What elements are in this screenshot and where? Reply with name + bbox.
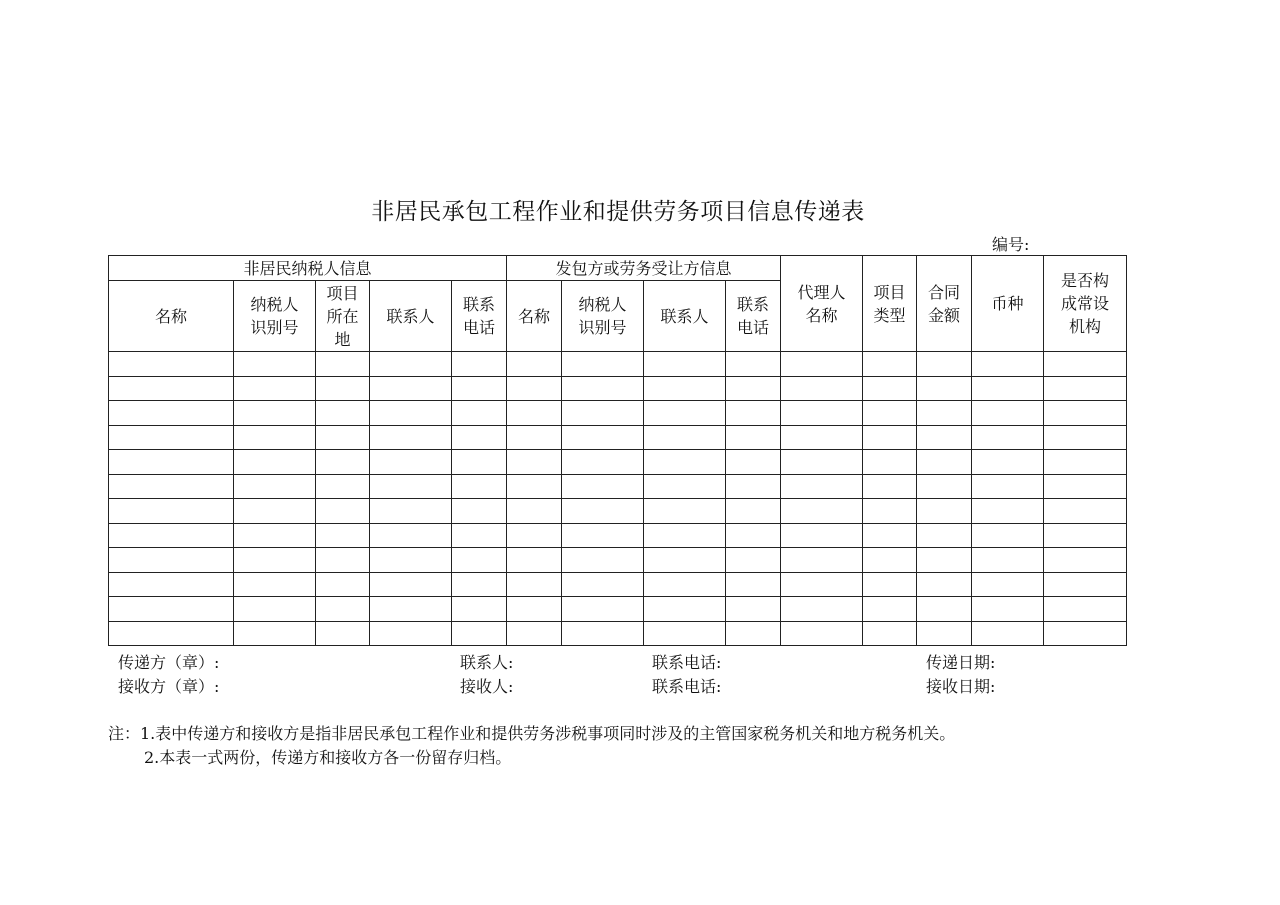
table-cell[interactable]	[452, 474, 507, 499]
table-cell[interactable]	[234, 548, 316, 573]
header-contractor-contact: 联系人	[644, 281, 726, 352]
table-cell[interactable]	[234, 376, 316, 401]
table-cell[interactable]	[507, 450, 562, 475]
table-cell[interactable]	[726, 548, 781, 573]
table-cell[interactable]	[917, 352, 972, 377]
table-cell[interactable]	[507, 401, 562, 426]
table-row	[109, 499, 1127, 524]
table-cell[interactable]	[917, 597, 972, 622]
table-cell[interactable]	[507, 474, 562, 499]
table-cell[interactable]	[316, 621, 370, 646]
table-cell[interactable]	[972, 450, 1044, 475]
table-cell[interactable]	[644, 352, 726, 377]
table-cell[interactable]	[1044, 499, 1127, 524]
note-line-1: 注：1.表中传递方和接收方是指非居民承包工程作业和提供劳务涉税事项同时涉及的主管国家税务机关和地方税务机关。	[108, 724, 956, 743]
table-cell[interactable]	[316, 548, 370, 573]
table-cell[interactable]	[109, 499, 234, 524]
table-cell[interactable]	[1044, 621, 1127, 646]
table-cell[interactable]	[316, 523, 370, 548]
table-cell[interactable]	[781, 401, 863, 426]
note-line-2: 2.本表一式两份，传递方和接收方各一份留存归档。	[144, 748, 512, 767]
table-cell[interactable]	[109, 376, 234, 401]
table-cell[interactable]	[562, 376, 644, 401]
table-cell[interactable]	[1044, 376, 1127, 401]
table-cell[interactable]	[972, 425, 1044, 450]
table-cell[interactable]	[109, 450, 234, 475]
header-contractor-name: 名称	[507, 281, 562, 352]
table-cell[interactable]	[863, 621, 917, 646]
table-cell[interactable]	[452, 597, 507, 622]
table-cell[interactable]	[917, 548, 972, 573]
table-cell[interactable]	[234, 499, 316, 524]
table-cell[interactable]	[452, 401, 507, 426]
table-cell[interactable]	[316, 376, 370, 401]
table-cell[interactable]	[972, 474, 1044, 499]
table-cell[interactable]	[109, 474, 234, 499]
table-cell[interactable]	[316, 474, 370, 499]
table-cell[interactable]	[234, 401, 316, 426]
table-cell[interactable]	[507, 352, 562, 377]
table-cell[interactable]	[562, 450, 644, 475]
table-cell[interactable]	[1044, 450, 1127, 475]
table-cell[interactable]	[972, 572, 1044, 597]
table-cell[interactable]	[972, 523, 1044, 548]
table-cell[interactable]	[781, 474, 863, 499]
table-cell[interactable]	[507, 572, 562, 597]
table-cell[interactable]	[1044, 523, 1127, 548]
table-cell[interactable]	[726, 474, 781, 499]
table-cell[interactable]	[109, 597, 234, 622]
table-cell[interactable]	[1044, 401, 1127, 426]
table-cell[interactable]	[726, 621, 781, 646]
table-cell[interactable]	[316, 499, 370, 524]
receiver-party-label: 接收方（章）:	[118, 677, 220, 696]
table-cell[interactable]	[644, 401, 726, 426]
table-cell[interactable]	[863, 425, 917, 450]
table-cell[interactable]	[316, 572, 370, 597]
table-cell[interactable]	[234, 572, 316, 597]
table-cell[interactable]	[644, 450, 726, 475]
table-cell[interactable]	[781, 523, 863, 548]
table-cell[interactable]	[370, 376, 452, 401]
table-cell[interactable]	[863, 376, 917, 401]
table-cell[interactable]	[972, 548, 1044, 573]
table-cell[interactable]	[726, 597, 781, 622]
table-cell[interactable]	[972, 352, 1044, 377]
table-cell[interactable]	[234, 474, 316, 499]
table-cell[interactable]	[1044, 572, 1127, 597]
table-cell[interactable]	[109, 523, 234, 548]
table-cell[interactable]	[726, 572, 781, 597]
table-cell[interactable]	[863, 474, 917, 499]
table-row	[109, 352, 1127, 377]
table-cell[interactable]	[562, 401, 644, 426]
table-cell[interactable]	[562, 597, 644, 622]
table-cell[interactable]	[972, 621, 1044, 646]
table-cell[interactable]	[863, 401, 917, 426]
table-row	[109, 401, 1127, 426]
table-cell[interactable]	[781, 621, 863, 646]
table-row	[109, 597, 1127, 622]
table-cell[interactable]	[726, 401, 781, 426]
table-body	[109, 352, 1127, 646]
table-cell[interactable]	[507, 376, 562, 401]
table-cell[interactable]	[644, 548, 726, 573]
header-nonresident-name: 名称	[109, 281, 234, 352]
table-cell[interactable]	[863, 548, 917, 573]
info-transfer-table	[108, 255, 1127, 646]
table-cell[interactable]	[109, 572, 234, 597]
table-row	[109, 425, 1127, 450]
table-cell[interactable]	[452, 376, 507, 401]
table-row	[109, 548, 1127, 573]
table-cell[interactable]	[726, 376, 781, 401]
table-cell[interactable]	[316, 450, 370, 475]
table-cell[interactable]	[370, 523, 452, 548]
table-cell[interactable]	[452, 548, 507, 573]
header-project-type: 项目类型	[863, 256, 917, 352]
table-row	[109, 376, 1127, 401]
table-cell[interactable]	[644, 499, 726, 524]
table-cell[interactable]	[109, 621, 234, 646]
header-contractor-taxpayer-id: 纳税人识别号	[562, 281, 644, 352]
table-cell[interactable]	[781, 572, 863, 597]
table-cell[interactable]	[863, 499, 917, 524]
table-cell[interactable]	[644, 376, 726, 401]
table-cell[interactable]	[917, 621, 972, 646]
table-cell[interactable]	[1044, 548, 1127, 573]
table-cell[interactable]	[1044, 352, 1127, 377]
table-cell[interactable]	[452, 450, 507, 475]
table-cell[interactable]	[316, 597, 370, 622]
table-cell[interactable]	[109, 352, 234, 377]
header-currency: 币种	[972, 256, 1044, 352]
table-cell[interactable]	[562, 572, 644, 597]
table-cell[interactable]	[507, 597, 562, 622]
table-cell[interactable]	[452, 425, 507, 450]
sender-contact-label: 联系人:	[460, 653, 514, 672]
table-cell[interactable]	[370, 597, 452, 622]
header-nonresident-phone: 联系电话	[452, 281, 507, 352]
table-cell[interactable]	[452, 523, 507, 548]
table-row	[109, 621, 1127, 646]
header-agent-name: 代理人名称	[781, 256, 863, 352]
form-title: 非居民承包工程作业和提供劳务项目信息传递表	[371, 199, 865, 225]
table-cell[interactable]	[863, 597, 917, 622]
table-cell[interactable]	[234, 352, 316, 377]
table-cell[interactable]	[316, 425, 370, 450]
table-cell[interactable]	[109, 401, 234, 426]
table-cell[interactable]	[781, 597, 863, 622]
table-cell[interactable]	[562, 523, 644, 548]
table-cell[interactable]	[972, 401, 1044, 426]
table-cell[interactable]	[917, 572, 972, 597]
table-cell[interactable]	[781, 450, 863, 475]
table-cell[interactable]	[370, 401, 452, 426]
table-cell[interactable]	[644, 597, 726, 622]
table-cell[interactable]	[863, 523, 917, 548]
table-cell[interactable]	[507, 548, 562, 573]
table-cell[interactable]	[452, 621, 507, 646]
table-cell[interactable]	[781, 548, 863, 573]
header-contract-amount: 合同金额	[917, 256, 972, 352]
table-cell[interactable]	[917, 499, 972, 524]
table-cell[interactable]	[1044, 597, 1127, 622]
group-header-contractor: 发包方或劳务受让方信息	[507, 256, 781, 281]
table-cell[interactable]	[562, 425, 644, 450]
table-cell[interactable]	[370, 548, 452, 573]
table-cell[interactable]	[507, 425, 562, 450]
table-cell[interactable]	[726, 425, 781, 450]
header-project-location: 项目所在地	[316, 281, 370, 352]
table-cell[interactable]	[972, 376, 1044, 401]
serial-number-label: 编号:	[992, 235, 1030, 254]
table-cell[interactable]	[452, 352, 507, 377]
table-cell[interactable]	[370, 474, 452, 499]
table-cell[interactable]	[781, 425, 863, 450]
table-cell[interactable]	[644, 572, 726, 597]
table-cell[interactable]	[370, 499, 452, 524]
table-cell[interactable]	[507, 523, 562, 548]
table-row	[109, 572, 1127, 597]
table-cell[interactable]	[726, 450, 781, 475]
receiver-date-label: 接收日期:	[926, 677, 996, 696]
group-header-nonresident: 非居民纳税人信息	[109, 256, 507, 281]
table-cell[interactable]	[562, 548, 644, 573]
table-cell[interactable]	[644, 621, 726, 646]
table-cell[interactable]	[644, 523, 726, 548]
header-nonresident-contact: 联系人	[370, 281, 452, 352]
table-cell[interactable]	[562, 474, 644, 499]
table-cell[interactable]	[972, 597, 1044, 622]
table-cell[interactable]	[644, 425, 726, 450]
table-cell[interactable]	[562, 352, 644, 377]
receiver-contact-label: 接收人:	[460, 677, 514, 696]
table-cell[interactable]	[917, 401, 972, 426]
table-cell[interactable]	[507, 621, 562, 646]
table-cell[interactable]	[726, 523, 781, 548]
table-cell[interactable]	[109, 548, 234, 573]
table-cell[interactable]	[234, 523, 316, 548]
notes-section	[108, 722, 955, 770]
table-cell[interactable]	[234, 621, 316, 646]
table-cell[interactable]	[452, 499, 507, 524]
table-cell[interactable]	[726, 499, 781, 524]
table-cell[interactable]	[781, 499, 863, 524]
table-cell[interactable]	[562, 499, 644, 524]
table-cell[interactable]	[234, 597, 316, 622]
table-cell[interactable]	[562, 621, 644, 646]
table-cell[interactable]	[917, 474, 972, 499]
table-cell[interactable]	[507, 499, 562, 524]
table-cell[interactable]	[370, 621, 452, 646]
table-cell[interactable]	[109, 425, 234, 450]
table-cell[interactable]	[1044, 425, 1127, 450]
table-cell[interactable]	[781, 352, 863, 377]
table-cell[interactable]	[863, 352, 917, 377]
table-row	[109, 474, 1127, 499]
table-cell[interactable]	[726, 352, 781, 377]
table-cell[interactable]	[370, 572, 452, 597]
table-cell[interactable]	[234, 425, 316, 450]
table-cell[interactable]	[370, 425, 452, 450]
table-cell[interactable]	[452, 572, 507, 597]
sender-date-label: 传递日期:	[926, 653, 996, 672]
table-cell[interactable]	[917, 523, 972, 548]
table-cell[interactable]	[917, 425, 972, 450]
header-nonresident-taxpayer-id: 纳税人识别号	[234, 281, 316, 352]
table-cell[interactable]	[972, 499, 1044, 524]
table-cell[interactable]	[1044, 474, 1127, 499]
header-contractor-phone: 联系电话	[726, 281, 781, 352]
table-row	[109, 450, 1127, 475]
table-cell[interactable]	[781, 376, 863, 401]
table-cell[interactable]	[316, 352, 370, 377]
receiver-phone-label: 联系电话:	[652, 677, 722, 696]
sender-party-label: 传递方（章）:	[118, 653, 220, 672]
sender-phone-label: 联系电话:	[652, 653, 722, 672]
table-cell[interactable]	[863, 450, 917, 475]
table-cell[interactable]	[917, 376, 972, 401]
table-cell[interactable]	[644, 474, 726, 499]
table-cell[interactable]	[863, 572, 917, 597]
table-cell[interactable]	[370, 450, 452, 475]
header-permanent-establishment: 是否构成常设机构	[1044, 256, 1127, 352]
table-cell[interactable]	[234, 450, 316, 475]
table-row	[109, 523, 1127, 548]
table-cell[interactable]	[370, 352, 452, 377]
table-cell[interactable]	[316, 401, 370, 426]
table-cell[interactable]	[917, 450, 972, 475]
